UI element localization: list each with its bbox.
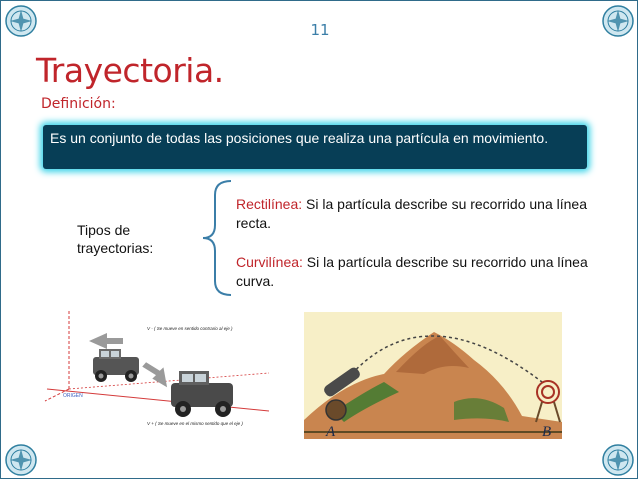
arrow-right-icon <box>139 362 170 388</box>
point-a-label: A <box>326 424 336 439</box>
type-item-rectilinear <box>236 195 606 233</box>
trajectory-types-label: Tipos de trayectorias: <box>77 222 154 256</box>
definition-box <box>43 125 587 169</box>
curly-brace-icon <box>201 179 233 297</box>
corner-ornament-bottom-right-icon <box>601 443 635 477</box>
velocity-positive-label: V + ( Se mueve en el mismo sentido que el eje ) <box>147 421 243 426</box>
type-keyword: Curvilínea: <box>236 254 303 270</box>
page-number: 11 <box>310 21 330 39</box>
type-description: Si la partícula describe su recorrido una línea recta. <box>236 196 587 231</box>
corner-ornament-bottom-left-icon <box>4 443 38 477</box>
type-item-curvilinear <box>236 253 606 291</box>
definition-heading: Definición: <box>41 96 116 112</box>
jeep-car-front-icon <box>171 371 233 417</box>
slide-title: Trayectoria. <box>36 51 224 90</box>
point-b-label: B <box>542 424 552 439</box>
cars-motion-illustration <box>37 303 277 439</box>
jeep-car-back-icon <box>93 349 139 382</box>
definition-text: Es un conjunto de todas las posiciones que realiza una partícula en movimiento. <box>50 130 549 146</box>
origin-label: ORIGEN <box>63 393 83 399</box>
velocity-negative-label: V - ( Se mueve en sentido contrario al eje ) <box>147 326 233 331</box>
type-keyword: Rectilínea: <box>236 196 303 212</box>
projectile-hill-illustration <box>304 312 562 439</box>
arrow-left-icon <box>89 333 123 349</box>
type-description: Si la partícula describe su recorrido una línea curva. <box>236 254 588 289</box>
